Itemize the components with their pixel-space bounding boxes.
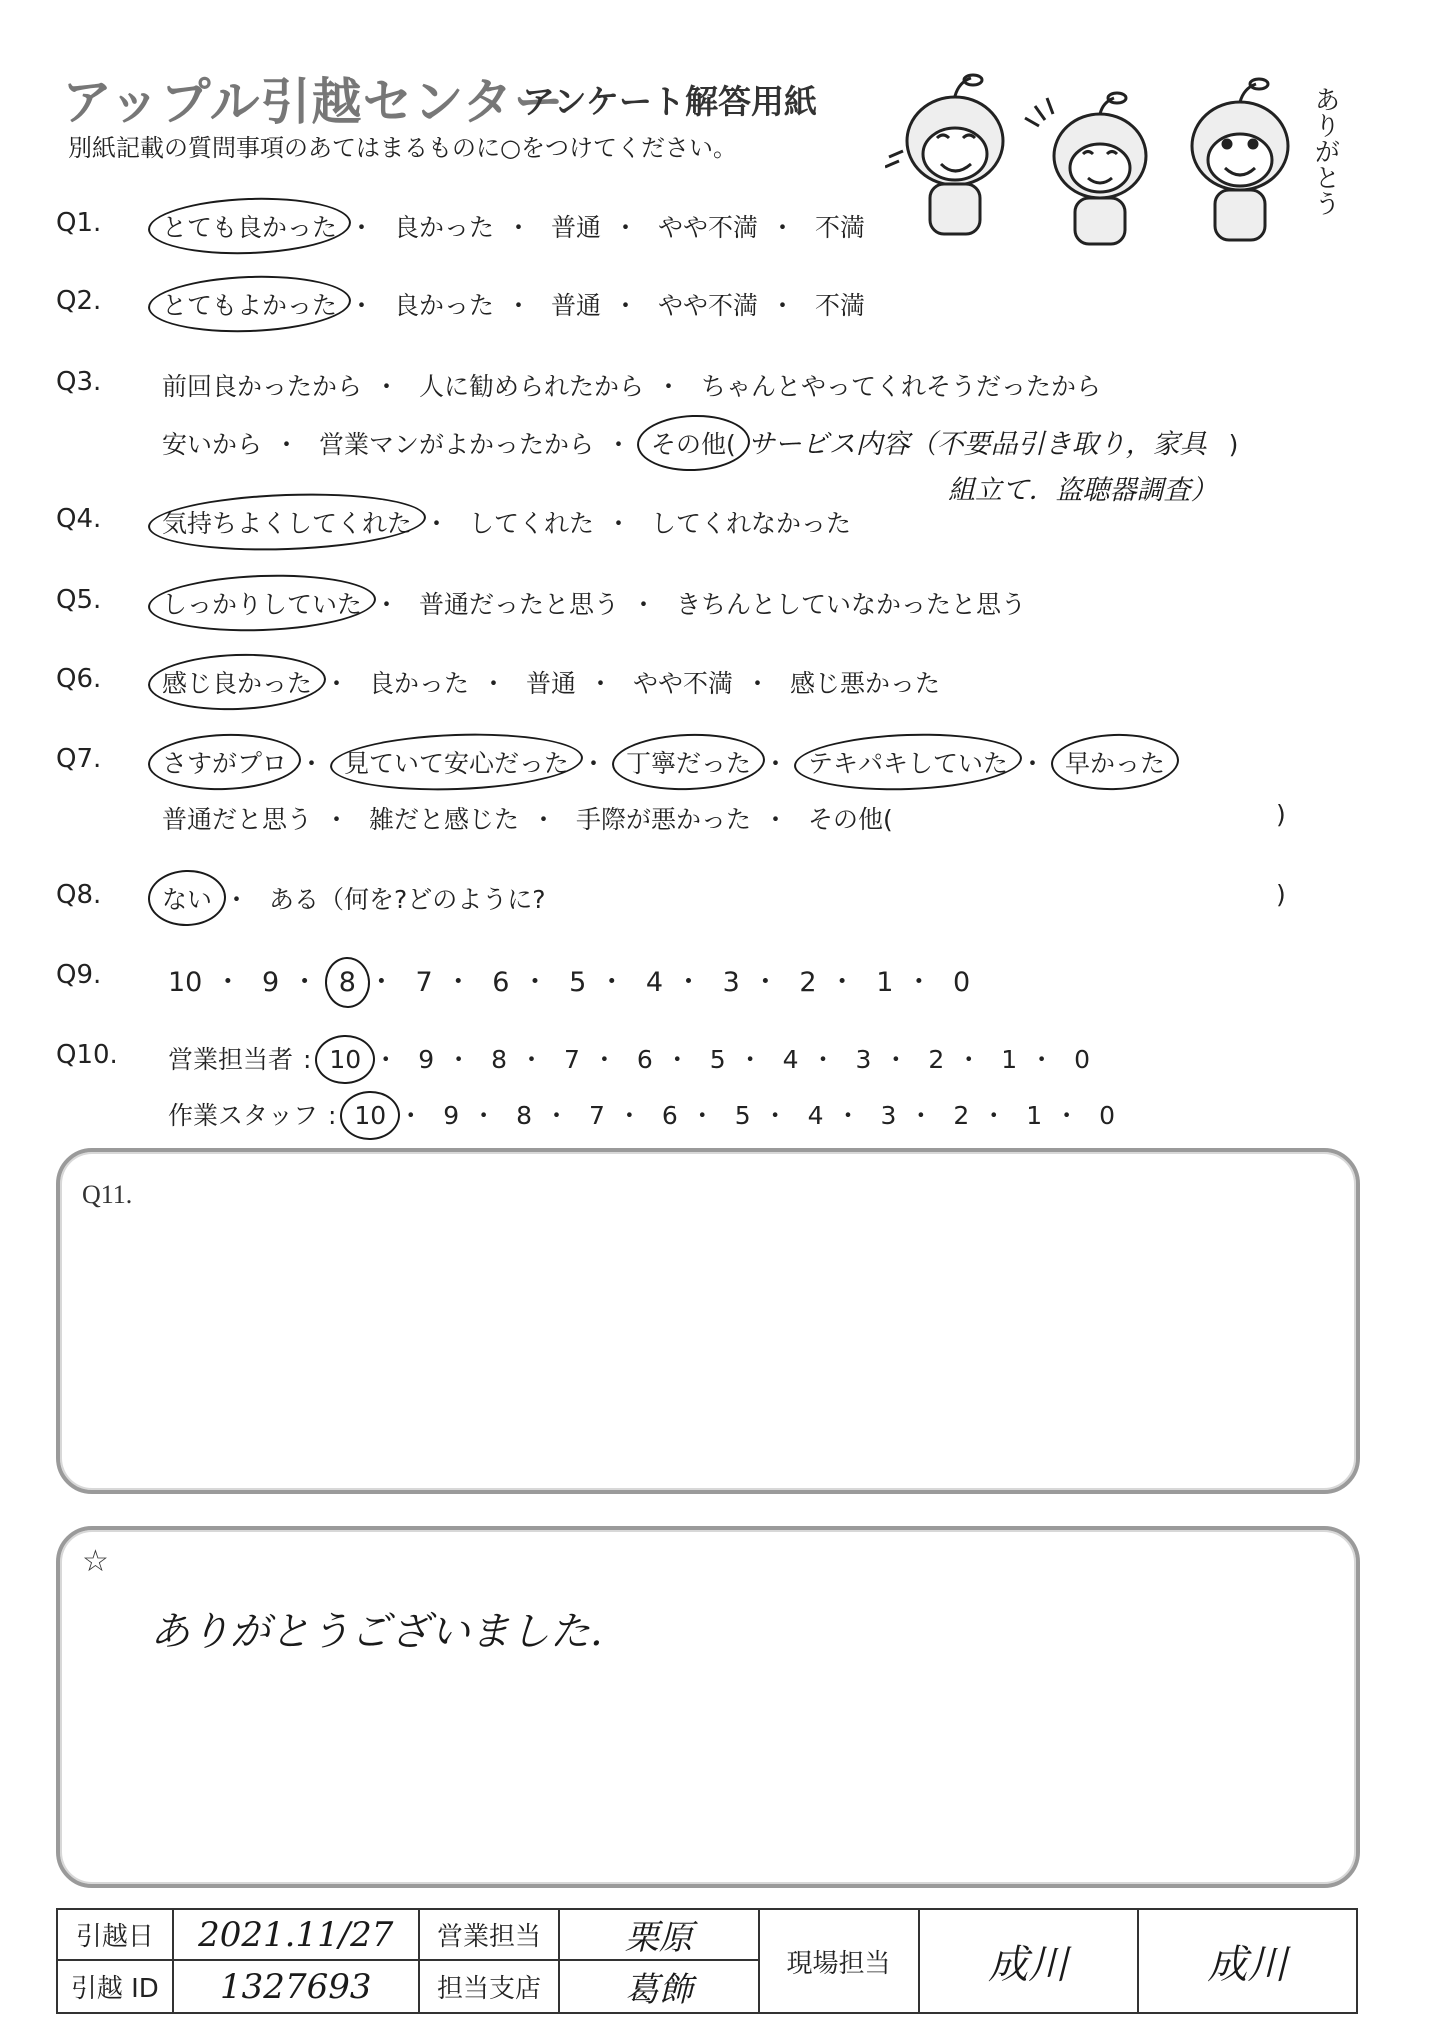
q10-sales-score-9[interactable]: 9 bbox=[418, 1045, 435, 1074]
q10-sales-score-6[interactable]: 6 bbox=[636, 1045, 653, 1074]
q9-scale: 10 ・ 9 ・ 8 ・ 7 ・ 6 ・ 5 ・ 4 ・ 3 ・ 2 ・ 1 ・ 0 bbox=[168, 967, 971, 998]
q7-options-row2: 普通だと思う ・ 雑だと感じた ・ 手際が悪かった ・ その他( bbox=[162, 800, 893, 836]
mascot-monkey-2 bbox=[1025, 93, 1146, 244]
q9-score-3[interactable]: 3 bbox=[722, 967, 740, 998]
q7-options-row1: さすがプロ ・ 見ていて安心だった ・ 丁寧だった ・ テキパキしていた ・ 早かった bbox=[162, 744, 1165, 780]
q1-option-very-good[interactable]: とても良かった bbox=[162, 208, 337, 244]
q10-sales-score-7[interactable]: 7 bbox=[563, 1045, 580, 1074]
form-title: アップル引越センター bbox=[62, 73, 565, 131]
q9-score-5[interactable]: 5 bbox=[569, 967, 587, 998]
q3-close-paren: ) bbox=[1228, 430, 1239, 459]
q9-label: Q9. bbox=[56, 960, 102, 990]
q3-option-recommended[interactable]: 人に勧められたから bbox=[418, 372, 644, 401]
branch-value: 葛飾 bbox=[559, 1960, 758, 2013]
q8-label: Q8. bbox=[56, 880, 102, 910]
q4-option-did[interactable]: してくれた bbox=[468, 509, 594, 538]
q10-staff-label: 作業スタッフ bbox=[168, 1101, 319, 1130]
q3-option-cheap[interactable]: 安いから bbox=[162, 430, 263, 459]
q7-close-paren: ) bbox=[1276, 800, 1286, 829]
q9-score-2[interactable]: 2 bbox=[799, 967, 817, 998]
q7-option-professional[interactable]: さすがプロ bbox=[162, 744, 287, 780]
q10-staff-score-0[interactable]: 0 bbox=[1099, 1101, 1115, 1130]
q5-option-normal[interactable]: 普通だったと思う bbox=[418, 590, 619, 619]
q7-option-polite[interactable]: 丁寧だった bbox=[626, 744, 751, 780]
q7-option-sloppy[interactable]: 雑だと感じた bbox=[368, 805, 519, 834]
q10-staff-score-7[interactable]: 7 bbox=[588, 1101, 605, 1130]
q6-options: 感じ良かった ・ 良かった ・ 普通 ・ やや不満 ・ 感じ悪かった bbox=[162, 664, 940, 700]
q10-staff-row: 作業スタッフ : 10 ・ 9 ・ 8 ・ 7 ・ 6 ・ 5 ・ 4 ・ 3 ・ 2 ・ 1 ・ 0 bbox=[168, 1101, 1115, 1130]
q7-option-reassuring[interactable]: 見ていて安心だった bbox=[344, 744, 569, 780]
q10-sales-score-4[interactable]: 4 bbox=[782, 1045, 799, 1074]
q4-label: Q4. bbox=[56, 504, 102, 534]
q4-option-did-not[interactable]: してくれなかった bbox=[650, 509, 851, 538]
q8-option-some[interactable]: ある（何を?どのように? bbox=[268, 885, 546, 914]
q10-staff-score-6[interactable]: 6 bbox=[661, 1101, 678, 1130]
sales-rep-label: 営業担当 bbox=[419, 1909, 559, 1960]
q6-option-normal[interactable]: 普通 bbox=[525, 669, 576, 698]
q6-option-pleasant[interactable]: 感じ良かった bbox=[162, 664, 312, 700]
mascot-thanks-text: ありがとう bbox=[1310, 86, 1340, 216]
site-staff-value-2: 成川 bbox=[1138, 1909, 1357, 2013]
q9-score-9[interactable]: 9 bbox=[261, 967, 280, 998]
q10-sales-score-5[interactable]: 5 bbox=[709, 1045, 726, 1074]
q3-option-other[interactable]: その他( bbox=[651, 425, 736, 461]
q1-options: とても良かった ・ 良かった ・ 普通 ・ やや不満 ・ 不満 bbox=[162, 208, 865, 244]
q7-option-normal[interactable]: 普通だと思う bbox=[162, 805, 313, 834]
q10-staff-score-10[interactable]: 10 bbox=[354, 1101, 387, 1130]
q11-label: Q11. bbox=[82, 1180, 133, 1209]
q11-box[interactable] bbox=[56, 1148, 1360, 1494]
q2-option-slightly-dissatisfied[interactable]: やや不満 bbox=[657, 291, 758, 320]
q2-option-normal[interactable]: 普通 bbox=[550, 291, 601, 320]
q3-option-previous-good[interactable]: 前回良かったから bbox=[162, 372, 363, 401]
form-subtitle: アンケート解答用紙 bbox=[522, 82, 818, 121]
q8-option-none[interactable]: ない bbox=[162, 880, 212, 916]
q9-score-8[interactable]: 8 bbox=[338, 967, 356, 998]
q10-sales-score-10[interactable]: 10 bbox=[329, 1045, 362, 1074]
q4-option-very-pleasant[interactable]: 気持ちよくしてくれた bbox=[162, 504, 412, 540]
move-id-value: 1327693 bbox=[173, 1960, 419, 2013]
q8-options: ない ・ ある（何を?どのように? bbox=[162, 880, 546, 916]
mascot-illustration bbox=[885, 66, 1355, 251]
q2-option-very-good[interactable]: とてもよかった bbox=[162, 286, 337, 322]
q9-score-0[interactable]: 0 bbox=[952, 967, 971, 998]
sales-rep-value: 栗原 bbox=[559, 1909, 758, 1960]
instructions: 別紙記載の質問事項のあてはまるものに○をつけてください。 bbox=[68, 134, 737, 162]
move-id-label: 引越 ID bbox=[57, 1960, 173, 2013]
q7-option-clumsy[interactable]: 手際が悪かった bbox=[575, 805, 751, 834]
q7-label: Q7. bbox=[56, 744, 102, 774]
q2-option-dissatisfied[interactable]: 不満 bbox=[814, 291, 865, 320]
q3-options-row2: 安いから ・ 営業マンがよかったから ・ その他( サービス内容（不要品引き取り，家具 ) bbox=[162, 422, 1238, 461]
q1-option-good[interactable]: 良かった bbox=[393, 213, 494, 242]
q10-staff-score-5[interactable]: 5 bbox=[734, 1101, 751, 1130]
q3-other-text-1: サービス内容（不要品引き取り，家具 bbox=[747, 429, 1207, 460]
footer-table bbox=[56, 1908, 1358, 2014]
q1-option-slightly-dissatisfied[interactable]: やや不満 bbox=[657, 213, 758, 242]
q10-staff-score-8[interactable]: 8 bbox=[516, 1101, 532, 1130]
q10-staff-score-3[interactable]: 3 bbox=[880, 1101, 897, 1130]
q10-staff-score-2[interactable]: 2 bbox=[953, 1101, 970, 1130]
q7-option-efficient[interactable]: テキパキしていた bbox=[808, 744, 1008, 780]
q2-option-good[interactable]: 良かった bbox=[393, 291, 494, 320]
q2-label: Q2. bbox=[56, 286, 102, 316]
comment-text: ありがとうございました. bbox=[150, 1609, 603, 1655]
q1-option-dissatisfied[interactable]: 不満 bbox=[814, 213, 865, 242]
q3-label: Q3. bbox=[56, 367, 102, 397]
q5-option-solid[interactable]: しっかりしていた bbox=[162, 585, 362, 621]
q6-label: Q6. bbox=[56, 664, 102, 694]
q1-option-normal[interactable]: 普通 bbox=[550, 213, 601, 242]
star-icon: ☆ bbox=[82, 1545, 109, 1578]
site-staff-value-1: 成川 bbox=[919, 1909, 1138, 2013]
q9-score-4[interactable]: 4 bbox=[645, 967, 664, 998]
q1-label: Q1. bbox=[56, 208, 102, 238]
q10-label: Q10. bbox=[56, 1040, 118, 1070]
q9-score-6[interactable]: 6 bbox=[492, 967, 510, 998]
q10-sales-row: 営業担当者 : 10 ・ 9 ・ 8 ・ 7 ・ 6 ・ 5 ・ 4 ・ 3 ・ 2 ・ 1 ・ 0 bbox=[168, 1045, 1090, 1074]
q10-sales-score-3[interactable]: 3 bbox=[855, 1045, 872, 1074]
q10-staff-score-9[interactable]: 9 bbox=[443, 1101, 460, 1130]
q10-sales-score-0[interactable]: 0 bbox=[1074, 1045, 1090, 1074]
mascot-monkey-3 bbox=[1192, 79, 1288, 240]
q2-options: とてもよかった ・ 良かった ・ 普通 ・ やや不満 ・ 不満 bbox=[162, 286, 865, 322]
q8-close-paren: ) bbox=[1276, 880, 1286, 909]
q10-sales-score-8[interactable]: 8 bbox=[491, 1045, 507, 1074]
q5-options: しっかりしていた ・ 普通だったと思う ・ きちんとしていなかったと思う bbox=[162, 585, 1026, 621]
q4-options: 気持ちよくしてくれた ・ してくれた ・ してくれなかった bbox=[162, 504, 851, 540]
mascot-monkey-1 bbox=[885, 75, 1003, 234]
q10-sales-label: 営業担当者 bbox=[168, 1045, 294, 1074]
q5-option-not-proper[interactable]: きちんとしていなかったと思う bbox=[675, 590, 1026, 619]
q9-score-10[interactable]: 10 bbox=[168, 967, 203, 998]
site-staff-label: 現場担当 bbox=[759, 1909, 919, 2013]
q6-option-slightly-dissatisfied[interactable]: やや不満 bbox=[632, 669, 733, 698]
q3-option-reliable[interactable]: ちゃんとやってくれそうだったから bbox=[700, 372, 1101, 401]
q10-staff-score-4[interactable]: 4 bbox=[807, 1101, 824, 1130]
q7-option-fast[interactable]: 早かった bbox=[1065, 744, 1165, 780]
q10-staff-score-1[interactable]: 1 bbox=[1026, 1101, 1043, 1130]
q3-other-text-2: 組立て．盗聴器調査） bbox=[948, 475, 1218, 506]
q6-option-good[interactable]: 良かった bbox=[368, 669, 469, 698]
move-date-value: 2021.11/27 bbox=[173, 1909, 419, 1960]
move-date-label: 引越日 bbox=[57, 1909, 173, 1960]
q3-option-salesman-good[interactable]: 営業マンがよかったから bbox=[318, 430, 594, 459]
q10-sales-score-2[interactable]: 2 bbox=[928, 1045, 945, 1074]
q9-score-1[interactable]: 1 bbox=[876, 967, 894, 998]
q10-sales-score-1[interactable]: 1 bbox=[1001, 1045, 1018, 1074]
q3-options-row1: 前回良かったから ・ 人に勧められたから ・ ちゃんとやってくれそうだったから bbox=[162, 367, 1101, 403]
q9-score-7[interactable]: 7 bbox=[415, 967, 433, 998]
branch-label: 担当支店 bbox=[419, 1960, 559, 2013]
q6-option-unpleasant[interactable]: 感じ悪かった bbox=[789, 669, 940, 698]
q5-label: Q5. bbox=[56, 585, 102, 615]
q7-option-other[interactable]: その他( bbox=[807, 805, 893, 834]
comment-box[interactable] bbox=[56, 1526, 1360, 1888]
